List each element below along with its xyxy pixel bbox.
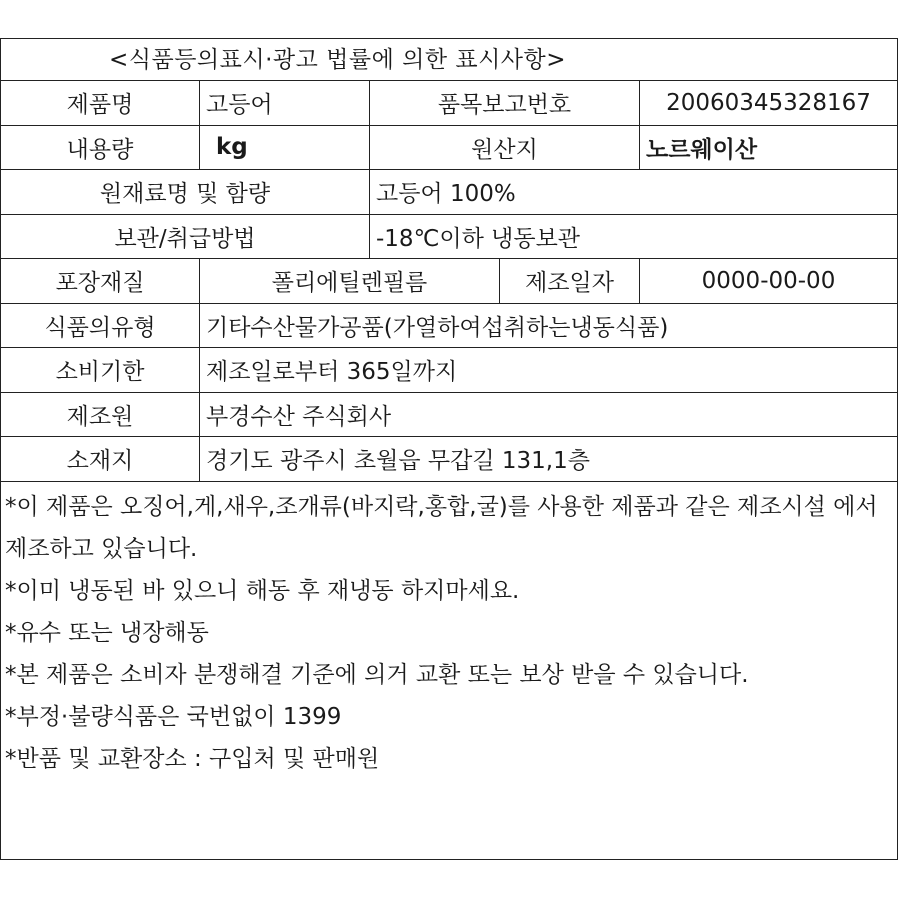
value-product-name: 고등어 bbox=[199, 81, 369, 125]
note-thawing: *유수 또는 냉장해동 bbox=[5, 619, 209, 646]
sheet-title: <식품등의표시·광고 법률에 의한 표시사항> bbox=[1, 39, 897, 81]
value-expiry: 제조일로부터 365일까지 bbox=[199, 348, 897, 392]
note-no-refreeze: *이미 냉동된 바 있으니 해동 후 재냉동 하지마세요. bbox=[5, 577, 520, 604]
row-net-weight bbox=[1, 126, 897, 171]
row-food-type bbox=[1, 304, 897, 349]
label-origin: 원산지 bbox=[369, 126, 639, 170]
label-net-weight: 내용량 bbox=[66, 136, 134, 163]
value-origin: 노르웨이산 bbox=[639, 126, 897, 170]
row-ingredients bbox=[1, 170, 897, 215]
row-storage bbox=[1, 215, 897, 260]
value-storage: -18℃이하 냉동보관 bbox=[369, 215, 897, 259]
label-manufacture-date: 제조일자 bbox=[499, 259, 639, 303]
label-product-name: 제품명 bbox=[66, 92, 134, 119]
value-manufacture-date: 0000-00-00 bbox=[639, 259, 897, 303]
label-ingredients: 원재료명 및 함량 bbox=[99, 181, 271, 208]
row-product-name bbox=[1, 81, 897, 126]
value-address: 경기도 광주시 초월읍 무갑길 131,1층 bbox=[199, 437, 897, 481]
label-packaging: 포장재질 bbox=[55, 270, 145, 297]
row-packaging bbox=[1, 259, 897, 304]
value-ingredients: 고등어 100% bbox=[369, 170, 897, 214]
value-manufacturer: 부경수산 주식회사 bbox=[199, 393, 897, 437]
row-manufacturer bbox=[1, 393, 897, 438]
label-manufacturer: 제조원 bbox=[66, 403, 134, 430]
label-storage: 보관/취급방법 bbox=[114, 225, 256, 252]
note-allergen-facility: *이 제품은 오징어,게,새우,조개류(바지락,홍합,굴)를 사용한 제품과 같은 제조시설 에서 제조하고 있습니다. bbox=[5, 493, 878, 562]
value-report-number: 20060345328167 bbox=[639, 81, 897, 125]
row-address bbox=[1, 437, 897, 482]
label-report-number: 품목보고번호 bbox=[369, 81, 639, 125]
label-food-type: 식품의유형 bbox=[44, 314, 156, 341]
notes-section bbox=[1, 482, 897, 780]
label-sheet bbox=[0, 38, 898, 860]
value-food-type: 기타수산물가공품(가열하여섭취하는냉동식품) bbox=[199, 304, 897, 348]
note-return-place: *반품 및 교환장소 : 구입처 및 판매원 bbox=[5, 745, 380, 772]
value-packaging: 폴리에틸렌필름 bbox=[199, 259, 499, 303]
note-report-hotline: *부정·불량식품은 국번없이 1399 bbox=[5, 703, 342, 730]
value-net-weight: kg bbox=[199, 126, 369, 170]
row-expiry bbox=[1, 348, 897, 393]
label-address: 소재지 bbox=[66, 448, 134, 475]
note-compensation: *본 제품은 소비자 분쟁해결 기준에 의거 교환 또는 보상 받을 수 있습니다. bbox=[5, 661, 749, 688]
label-expiry: 소비기한 bbox=[55, 359, 145, 386]
